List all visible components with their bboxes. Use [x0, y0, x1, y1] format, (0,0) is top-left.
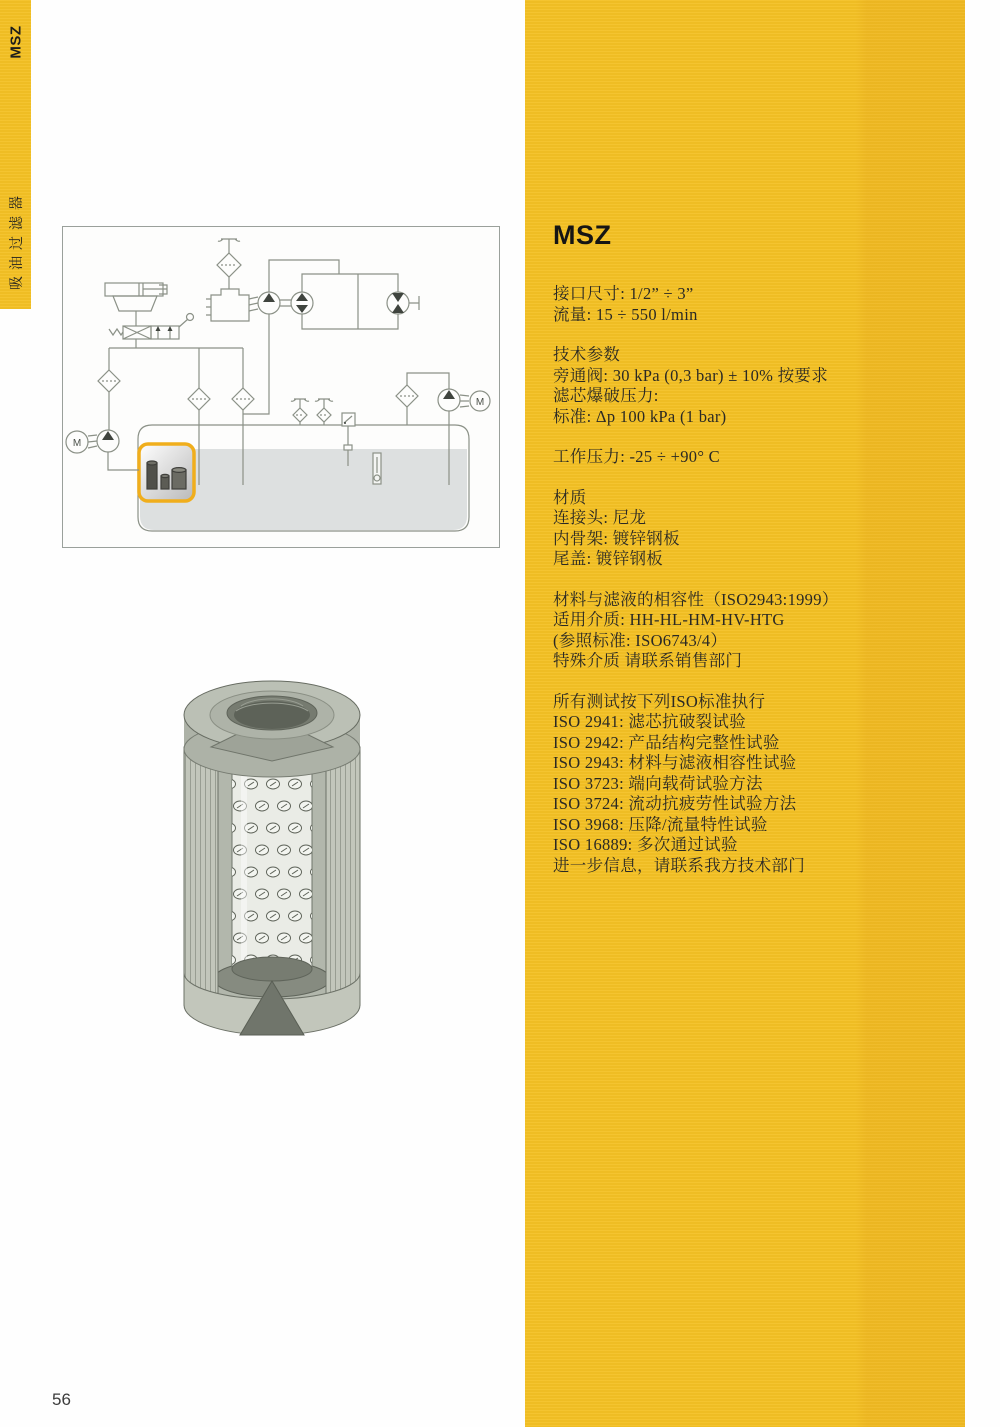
pump-icon — [97, 430, 119, 452]
spec-line: ISO 3968: 压降/流量特性试验 — [553, 814, 768, 834]
cylinder-icon — [105, 283, 167, 311]
filter-element-cutaway — [163, 663, 395, 1061]
engine-icon — [206, 289, 249, 321]
spine-category-label: 吸油过滤器 — [9, 190, 25, 290]
spec-section — [553, 345, 955, 427]
spec-line: 接口尺寸: 1/2” ÷ 3” — [553, 284, 694, 303]
spec-line: 标准: Δp 100 kPa (1 bar) — [553, 406, 727, 426]
breather-icon — [218, 239, 240, 253]
suction-filter-icon — [217, 253, 241, 277]
breather-icon — [291, 399, 309, 425]
motor-label: M — [475, 397, 485, 408]
pump-icon — [438, 389, 460, 411]
spine-model-label: MSZ — [7, 25, 24, 59]
spec-line: 旁通阀: 30 kPa (0,3 bar) ± 10% 按要求 — [553, 365, 828, 385]
spec-line: 材料与滤液的相容性（ISO2943:1999） — [553, 589, 839, 609]
breather-icon — [315, 399, 333, 425]
spec-line: 流量: 15 ÷ 550 l/min — [553, 304, 698, 324]
spec-line: ISO 3724: 流动抗疲劳性试验方法 — [553, 794, 797, 813]
suction-filter-icon — [188, 388, 210, 410]
spec-section — [553, 447, 955, 468]
spec-line: 进一步信息，请联系我方技术部门 — [553, 855, 805, 875]
directional-valve-icon — [109, 314, 194, 340]
page-number: 56 — [52, 1390, 71, 1409]
motor-label: M — [72, 438, 82, 449]
suction-filter-icon — [232, 388, 254, 410]
spec-line: ISO 2942: 产品结构完整性试验 — [553, 732, 780, 752]
spec-section — [553, 590, 955, 672]
circuit-svg — [63, 227, 499, 547]
filter-svg — [163, 663, 395, 1061]
lever-icon — [179, 319, 188, 327]
pump-icon — [258, 292, 280, 314]
spec-line: 特殊介质 请联系销售部门 — [553, 651, 743, 670]
spec-text — [553, 284, 955, 896]
hydraulic-circuit-diagram — [62, 226, 500, 548]
shaft-coupling — [249, 297, 258, 311]
spec-line: ISO 16889: 多次通过试验 — [553, 835, 738, 854]
spec-line: 所有测试按下列ISO标准执行 — [553, 691, 766, 711]
spring-icon — [109, 329, 123, 335]
spec-section — [553, 692, 955, 877]
spec-line: 工作压力: -25 ÷ +90° C — [553, 447, 720, 466]
spec-section — [553, 284, 955, 325]
bidirectional-pump-icon — [291, 292, 313, 314]
spec-line: 连接头: 尼龙 — [553, 508, 647, 527]
suction-filter-icon — [98, 370, 120, 392]
suction-filter-icon — [396, 385, 418, 407]
spec-line: 内骨架: 镀锌钢板 — [553, 528, 680, 548]
spec-line: 滤芯爆破压力: — [553, 386, 659, 405]
spine-strip — [0, 0, 31, 309]
spec-line: 尾盖: 镀锌钢板 — [553, 549, 664, 568]
spec-line: (参照标准: ISO6743/4） — [553, 630, 728, 650]
spec-line: ISO 2943: 材料与滤液相容性试验 — [553, 753, 797, 772]
spec-line: ISO 2941: 滤芯抗破裂试验 — [553, 712, 747, 731]
spec-line: 适用介质: HH-HL-HM-HV-HTG — [553, 610, 785, 629]
spec-line: ISO 3723: 端向载荷试验方法 — [553, 773, 763, 793]
filter-product-photo — [139, 444, 194, 501]
threaded-top-cap — [184, 681, 360, 777]
product-title: MSZ — [553, 220, 612, 250]
info-panel — [525, 0, 965, 1427]
spec-line: 技术参数 — [553, 345, 621, 364]
hydraulic-motor-icon — [387, 292, 419, 314]
level-gauge-icon — [373, 453, 381, 484]
spec-section — [553, 488, 955, 570]
spec-line: 材质 — [553, 487, 587, 507]
